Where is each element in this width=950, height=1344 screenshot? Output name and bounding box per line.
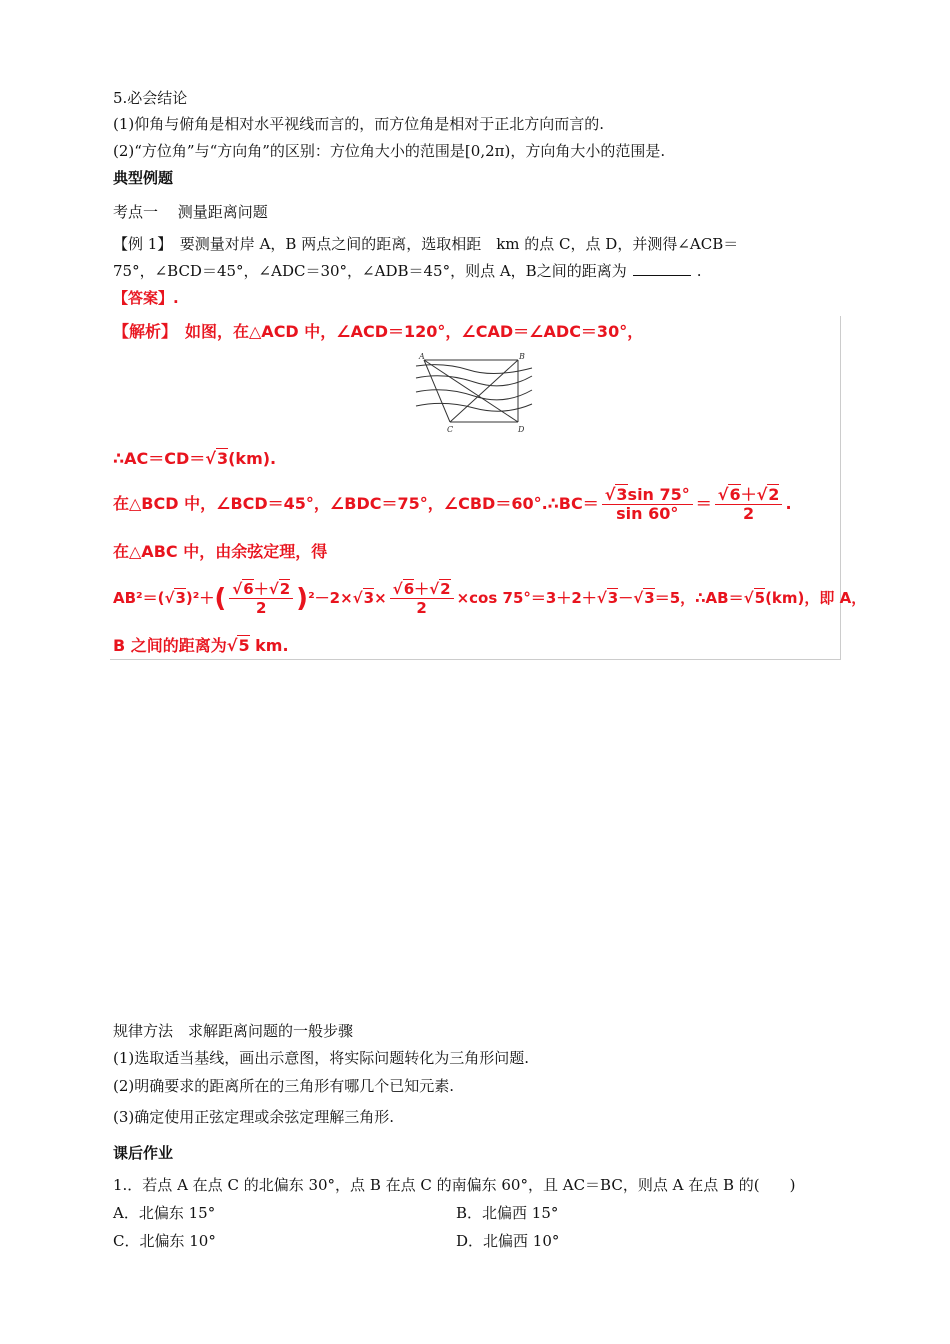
segment-bc [450, 360, 518, 422]
line3-pre: 在△BCD 中，∠BCD＝45°，∠BDC＝75°，∠CBD＝60°.∴BC＝ [113, 494, 599, 513]
label-b: B [519, 352, 525, 361]
sq-plus: ＋ [253, 580, 269, 598]
example1-line2-end: . [696, 262, 702, 280]
example1-line1: 【例 1】 要测量对岸 A，B 两点之间的距离，选取相距 km 的点 C，点 D，并测得∠ACB＝ [113, 235, 739, 253]
line2-radicand: 3 [216, 449, 229, 468]
line5-minus: － [618, 589, 634, 607]
homework-heading: 课后作业 [113, 1144, 174, 1162]
line5-radicand4: 3 [644, 589, 655, 607]
sq-radicand2: 2 [279, 580, 291, 598]
fraction-bc: $\frac{√3\sin 75^\circ}{\sin 60^\circ}$ [602, 486, 693, 523]
answer-blank [633, 275, 691, 276]
line2-pre: ∴AC＝CD＝ [113, 449, 206, 468]
segment-ac [424, 360, 450, 422]
option-c: C．北偏东 10° [113, 1232, 216, 1250]
line5-times: × [374, 589, 387, 607]
paren-open: ( [214, 583, 227, 614]
line5-pre: AB²＝( [113, 589, 165, 607]
water-wave-2 [416, 376, 532, 386]
paren-close: ) [296, 583, 309, 614]
rep-denominator: 2 [416, 599, 427, 617]
triangle-diagram [414, 352, 534, 436]
solution-line1: 【解析】 如图，在△ACD 中，∠ACD＝120°，∠CAD＝∠ADC＝30°， [113, 322, 644, 341]
kaodian-title: 考点一 测量距离问题 [113, 203, 268, 221]
method-step1: (1)选取适当基线，画出示意图，将实际问题转化为三角形问题. [113, 1049, 530, 1067]
line5-radicand5: 5 [754, 589, 766, 607]
method-step2: (2)明确要求的距离所在的三角形有哪几个已知元素. [113, 1077, 455, 1095]
fraction-bc-repeat: $\frac{√6+√2}{2}$ [390, 580, 454, 617]
solution-line6: B 之间的距离为√5 km. [113, 636, 289, 655]
frac2-radicand2: 2 [768, 485, 780, 504]
water-wave-4 [416, 403, 532, 411]
line5-radicand1: 3 [175, 589, 186, 607]
line3-end: . [785, 494, 792, 513]
line2-post: (km). [228, 449, 277, 468]
frac1-denominator: sin 60° [616, 504, 679, 523]
label-c: C [447, 425, 454, 434]
solution-line2: ∴AC＝CD＝√3(km). [113, 449, 277, 468]
line5-mid1: )²＋ [185, 589, 215, 607]
segment-ad [424, 360, 518, 422]
line5-eq5: ＝5，∴AB＝ [654, 589, 744, 607]
line5-radicand2: 3 [363, 589, 375, 607]
frac2-radicand1: 6 [729, 485, 741, 504]
option-d: D．北偏西 10° [456, 1232, 560, 1250]
solution-line5: AB²＝(√3)²＋( $\frac{√6+√2}{2}$ )²－2×√3× $\frac{√6+√2}{2}$ ×cos 75°＝3＋2＋√3－√3＝5，∴AB＝√5(km)，即 A， [113, 580, 867, 617]
method-title: 规律方法 求解距离问题的一般步骤 [113, 1022, 354, 1040]
rep-plus: ＋ [414, 580, 430, 598]
section5-title: 5.必会结论 [113, 89, 188, 107]
option-b: B．北偏西 15° [456, 1204, 559, 1222]
label-a: A [419, 352, 425, 361]
answer-label: 【答案】. [113, 289, 179, 307]
solution-line4: 在△ABC 中，由余弦定理，得 [113, 542, 328, 561]
example1-line2-text: 75°，∠BCD＝45°，∠ADC＝30°，∠ADB＝45°，则点 A，B之间的距离为 [113, 262, 627, 280]
rep-radicand1: 6 [403, 580, 415, 598]
question-1: 1.．若点 A 在点 C 的北偏东 30°，点 B 在点 C 的南偏东 60°，且 AC＝BC，则点 A 在点 B 的( ) [113, 1176, 796, 1194]
sq-radicand1: 6 [243, 580, 254, 598]
example1-line2 [113, 261, 701, 281]
rep-radicand2: 2 [440, 580, 451, 598]
line6-pre: B 之间的距离为 [113, 636, 227, 655]
line6-radicand: 5 [238, 636, 250, 655]
section5-item1: (1)仰角与俯角是相对水平视线而言的，而方位角是相对于正北方向而言的. [113, 115, 605, 133]
method-step3: (3)确定使用正弦定理或余弦定理解三角形. [113, 1108, 395, 1126]
examples-heading: 典型例题 [113, 169, 174, 187]
sq-denominator: 2 [255, 599, 267, 617]
solution-line3 [113, 484, 792, 524]
line5-radicand3: 3 [607, 589, 619, 607]
line3-equals: ＝ [695, 494, 712, 513]
frac1-radicand: 3 [616, 485, 628, 504]
line5-post: ×cos 75°＝3＋2＋ [456, 589, 597, 607]
frac2-denominator: 2 [743, 504, 755, 523]
option-a: A．北偏东 15° [113, 1204, 216, 1222]
water-wave-3 [416, 390, 532, 400]
section5-item2: (2)“方位角”与“方向角”的区别：方位角大小的范围是[0,2π)，方向角大小的范围是. [113, 142, 666, 160]
frac1-numerator: sin 75° [627, 485, 690, 504]
frac2-plus: ＋ [740, 485, 757, 504]
fraction-result: $\frac{√6+√2}{2}$ [715, 486, 783, 523]
line6-post: km. [249, 636, 289, 655]
fraction-squared: $\frac{√6+√2}{2}$ [229, 580, 293, 617]
line5-end: (km)，即 A， [765, 589, 867, 607]
line5-mid2: ²－2× [308, 589, 353, 607]
label-d: D [518, 425, 525, 434]
